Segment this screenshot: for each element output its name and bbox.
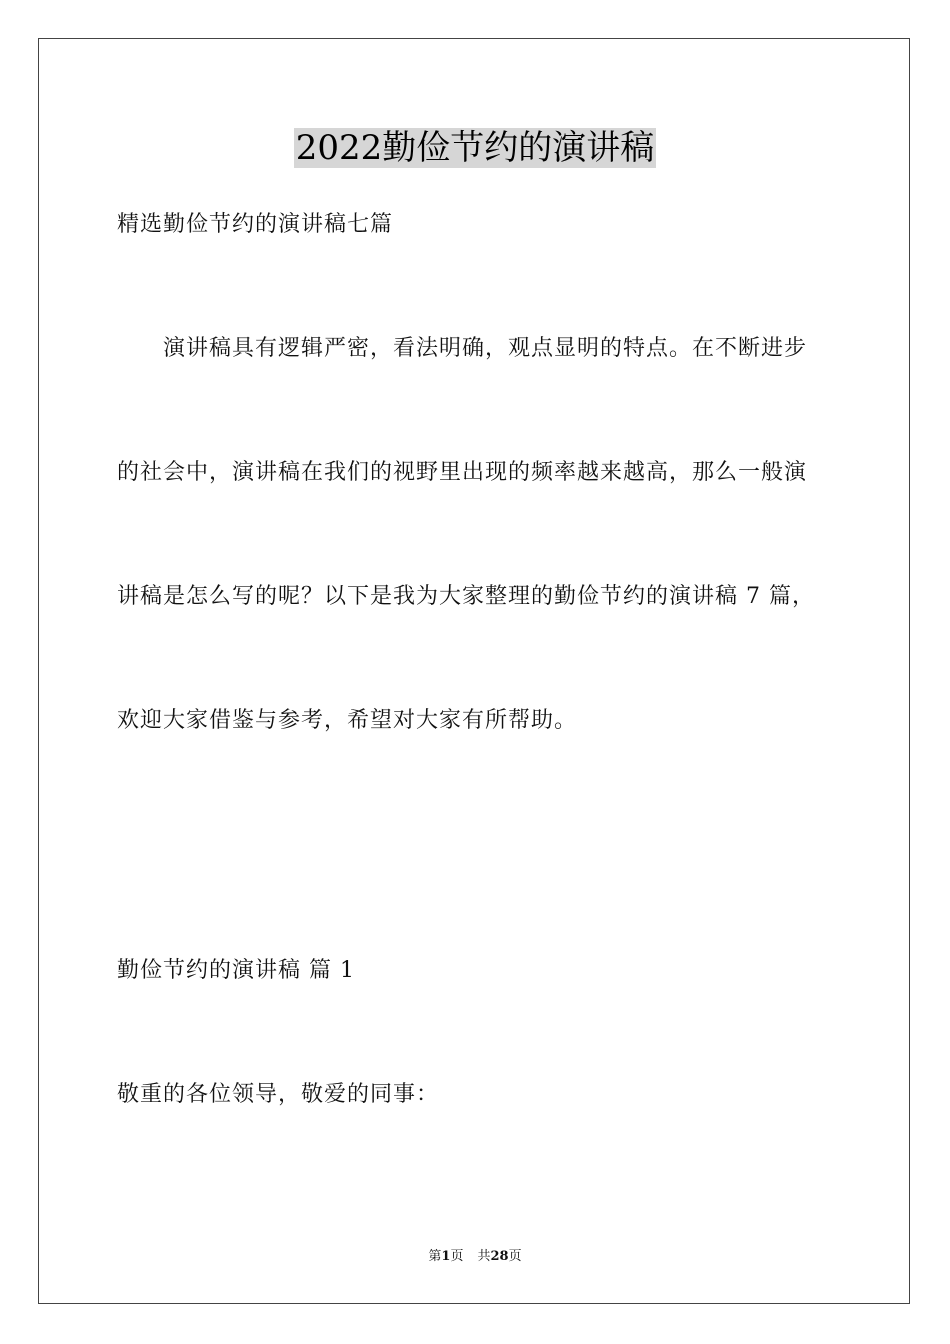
document-title: 2022勤俭节约的演讲稿 [295, 128, 655, 168]
intro-line-4: 欢迎大家借鉴与参考，希望对大家有所帮助。 [117, 708, 578, 733]
intro-line-1: 演讲稿具有逻辑严密，看法明确，观点显明的特点。在不断进步 [163, 336, 808, 361]
subtitle: 精选勤俭节约的演讲稿七篇 [117, 212, 394, 237]
section-heading: 勤俭节约的演讲稿 篇 1 [117, 958, 355, 983]
footer-page-number: 1 [441, 1249, 451, 1264]
footer-page-suffix: 页 [450, 1249, 464, 1264]
footer-total-suffix: 页 [508, 1249, 522, 1264]
title-container [0, 128, 950, 168]
page-footer [0, 1248, 950, 1266]
intro-line-2: 的社会中，演讲稿在我们的视野里出现的频率越来越高，那么一般演 [117, 460, 808, 485]
footer-page-prefix: 第 [428, 1249, 442, 1264]
intro-line-3: 讲稿是怎么写的呢？以下是我为大家整理的勤俭节约的演讲稿 7 篇， [117, 584, 815, 609]
footer-total-pages: 28 [490, 1249, 509, 1264]
salutation: 敬重的各位领导，敬爱的同事： [117, 1082, 440, 1107]
footer-total-prefix: 共 [477, 1249, 491, 1264]
